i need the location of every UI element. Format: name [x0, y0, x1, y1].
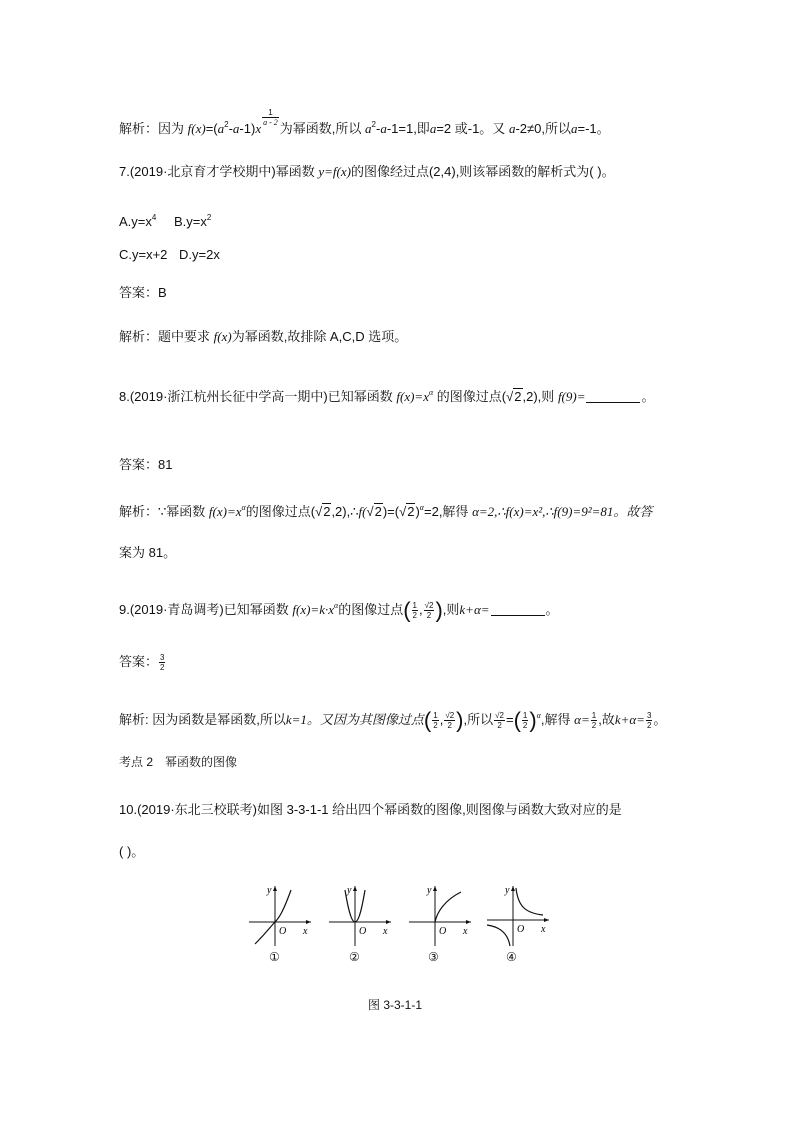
answer-blank[interactable] [586, 390, 640, 403]
text: 的图像过点 [338, 602, 404, 617]
text: ,所以 [463, 712, 494, 727]
text: 的图像过点( [436, 389, 507, 404]
y-label: y [427, 885, 432, 896]
text: 。 [653, 712, 667, 727]
text: B.y=x [173, 214, 207, 229]
text: ∵幂函数 [158, 504, 206, 519]
answer-label: 答案： [119, 654, 159, 669]
graph-2 [325, 880, 395, 950]
exp: α [333, 601, 339, 610]
den: 2 [433, 721, 438, 731]
text: 因为 [158, 121, 185, 136]
graph-1-number: ① [269, 950, 280, 964]
x-label: x [383, 926, 388, 937]
sqrt-arg: 2 [407, 504, 415, 519]
analysis-label: 解析： [119, 329, 159, 344]
text: 为幂函数,故排除 A,C,D 选项。 [231, 329, 408, 344]
math: k=1。又因为其图像过点 [285, 712, 424, 727]
sqrt-arg: 2 [514, 389, 522, 404]
den: 2 [646, 721, 652, 731]
fraction [412, 601, 418, 620]
exp: α [419, 503, 424, 512]
den: 2 [160, 663, 165, 673]
q10-stem [119, 800, 622, 820]
exp: α [536, 711, 541, 720]
y-label: y [267, 885, 272, 896]
fraction [646, 711, 652, 730]
q8-analysis-cont [119, 543, 176, 563]
den: a - 2 [263, 118, 278, 127]
text: ( )。 [119, 844, 145, 859]
math: f(x) [213, 329, 232, 344]
option-d: D.y=2x [179, 247, 220, 262]
text: ,2),∴ [331, 504, 359, 519]
math: a [365, 121, 372, 136]
x-label: x [463, 926, 468, 937]
graph-1 [245, 880, 315, 950]
option-b [174, 214, 211, 229]
y-label: y [347, 885, 352, 896]
y-axis-arrow [273, 886, 277, 891]
answer-fraction [159, 653, 165, 672]
math: α= [574, 712, 590, 727]
q6-analysis [119, 108, 610, 139]
graph-4 [483, 880, 553, 950]
figure-caption: 图 3-3-1-1 [368, 998, 423, 1012]
graph-3 [405, 880, 475, 950]
sqrt-arg: 2 [323, 504, 331, 519]
fraction [432, 711, 438, 730]
q10-stem-cont [119, 842, 144, 862]
num: 1 [433, 711, 438, 721]
answer-label: 答案： [119, 285, 159, 300]
exp: 2 [206, 213, 212, 222]
graph-3-number: ③ [428, 950, 439, 964]
math: a [217, 121, 225, 136]
den: 2 [412, 611, 417, 621]
den: 2 [447, 721, 452, 731]
text: ,2),则 [522, 389, 555, 404]
math: k+α= [614, 712, 645, 727]
exp: α [428, 388, 434, 397]
curve [435, 892, 461, 922]
q9-stem: 9.(2019·青岛调考)已知幂函数 $f(x)=k\cdot x^\alpha$的图像过点( $\frac{1}{2}$ , $\frac{√2}{2}$ ),则k+α= 。 [119, 597, 559, 623]
math: a [429, 121, 437, 136]
q8-analysis: 解析：∵幂函数 $f(x)=x^\alpha$的图像过点$(√2,2),\therefore f(√2)=(√2)^\alpha=2$,解得 α=2,∴f(x)=x²,∴f(9)=9²=81。故答 [119, 503, 653, 519]
math: y=f(x) [318, 164, 351, 179]
graph-2-number: ② [349, 950, 360, 964]
exp: 2 [224, 120, 229, 129]
num: √2 [424, 601, 434, 611]
num: 1 [412, 601, 417, 611]
text: ,故 [598, 712, 615, 727]
text: -1=1,即 [386, 121, 430, 136]
text: 8.(2019·浙江杭州长征中学高一期中)已知幂函数 [119, 389, 393, 404]
fraction [424, 601, 435, 620]
text: 9.(2019·青岛调考)已知幂函数 [119, 602, 289, 617]
text: ) [415, 504, 420, 519]
num: √2 [495, 711, 504, 721]
math: f(x)=k·x [292, 602, 334, 617]
q7-options-ab [119, 208, 211, 232]
answer-label: 答案： [119, 457, 159, 472]
text: 题中要求 [158, 329, 211, 344]
text: 的图像过点( [245, 504, 316, 519]
text: 。 [545, 602, 559, 617]
y-axis-arrow [433, 886, 437, 891]
y-label: y [505, 885, 510, 896]
num: √2 [445, 711, 455, 721]
option-a [119, 214, 156, 229]
sqrt-arg: 2 [374, 504, 382, 519]
den: 2 [591, 721, 597, 731]
text: =2 或-1。又 [436, 121, 506, 136]
q7-answer [119, 283, 167, 303]
math: f( [358, 504, 367, 519]
x-axis-arrow [306, 920, 311, 924]
curve-left [487, 925, 510, 946]
exp: α [241, 503, 246, 512]
text: =( [205, 121, 218, 136]
text: = [505, 712, 514, 727]
text: 案为 81。 [119, 545, 177, 560]
origin-label: O [517, 924, 525, 935]
x-axis-arrow [386, 920, 391, 924]
paren: ) [435, 597, 443, 623]
y-axis-arrow [511, 886, 515, 891]
x-label: x [541, 924, 546, 935]
num: 3 [646, 711, 652, 721]
math: α=2,∴f(x)=x²,∴f(9)=9²=81。故答 [472, 504, 653, 519]
answer-value: B [158, 285, 167, 300]
den: 2 [426, 611, 432, 621]
q9-answer [119, 652, 166, 672]
math: x [255, 121, 262, 136]
text: 的图像经过点(2,4),则该幂函数的解析式为( )。 [350, 164, 615, 179]
num: 1 [262, 108, 279, 118]
num: 1 [591, 711, 597, 721]
text: -2≠0,所以 [515, 121, 571, 136]
x-axis-arrow [466, 920, 471, 924]
text: -1) [239, 121, 256, 136]
exp: 4 [151, 213, 157, 222]
section-heading [119, 752, 237, 772]
analysis-label: 解析： [119, 121, 159, 136]
exponent-fraction [262, 108, 279, 127]
math: a [232, 121, 240, 136]
answer-value: 81 [158, 457, 173, 472]
num: 3 [160, 653, 165, 663]
origin-label: O [439, 926, 447, 937]
num: 1 [522, 711, 528, 721]
den: 2 [522, 721, 528, 731]
den: 2 [497, 721, 502, 731]
q8-stem: 8.(2019·浙江杭州长征中学高一期中)已知幂函数 $f(x)=x^\alpha$ 的图像过点(√2,2),则 f(9)= 。 [119, 388, 655, 404]
x-axis-arrow [544, 918, 549, 922]
graph-4-number: ④ [506, 950, 517, 964]
math: f(x)=x [208, 504, 242, 519]
text: ,则 [442, 602, 460, 617]
paren: ) [529, 707, 537, 733]
text: ,解得 [540, 712, 571, 727]
section-title: 幂函数的图像 [165, 755, 238, 769]
text: =2,解得 [424, 504, 469, 519]
math: f(x)=x [396, 389, 429, 404]
text: - [375, 121, 381, 136]
fraction [444, 711, 455, 730]
math: a [570, 121, 578, 136]
text: - [228, 121, 233, 136]
math: f(9)= [557, 389, 586, 404]
curve-right [516, 888, 543, 915]
text: 。 [641, 389, 655, 404]
q8-answer [119, 455, 172, 475]
text: A.y=x [119, 214, 152, 229]
q7-analysis [119, 327, 407, 347]
text: 7.(2019·北京育才学校期中)幂函数 [119, 164, 315, 179]
x-label: x [303, 926, 308, 937]
paren: ( [423, 707, 432, 733]
exp: 2 [371, 120, 376, 129]
origin-label: O [359, 926, 367, 937]
text: )=( [382, 504, 400, 519]
analysis-label: 解析： [119, 504, 159, 519]
text: 因为函数是幂函数,所以 [152, 712, 286, 727]
analysis-label: 解析: [119, 712, 149, 727]
q7-stem [119, 162, 615, 182]
q7-options-cd [119, 245, 220, 265]
math: a [508, 121, 516, 136]
y-axis-arrow [353, 886, 357, 891]
math: k+α= [459, 602, 490, 617]
text: =-1。 [577, 121, 610, 136]
option-c: C.y=x+2 [119, 247, 168, 262]
math: f(x) [187, 121, 206, 136]
text: 10.(2019·东北三校联考)如图 3-3-1-1 给出四个幂函数的图像,则图像与函数大致对应的是 [119, 802, 622, 817]
origin-label: O [279, 926, 287, 937]
q9-analysis: 解析: 因为函数是幂函数,所以k=1。又因为其图像过点( $\frac{1}{2}$ , $\frac{√2}{2}$ ),所以 $\frac{√2}{2}$ =( $\frac{1}{2}$ )$^\alpha$,解得 α= $\frac{1}{2}$ ,故k+α= $\frac{3}{2}$ 。 [119, 707, 667, 733]
section-label: 考点 2 [119, 755, 154, 769]
fraction [591, 711, 597, 730]
paren: ( [513, 707, 521, 733]
answer-blank[interactable] [491, 603, 545, 616]
paren: ) [456, 707, 464, 733]
text: 为幂函数,所以 [279, 121, 362, 136]
paren: ( [403, 597, 411, 623]
fraction [494, 711, 505, 730]
math: a [380, 121, 387, 136]
fraction [522, 711, 528, 730]
